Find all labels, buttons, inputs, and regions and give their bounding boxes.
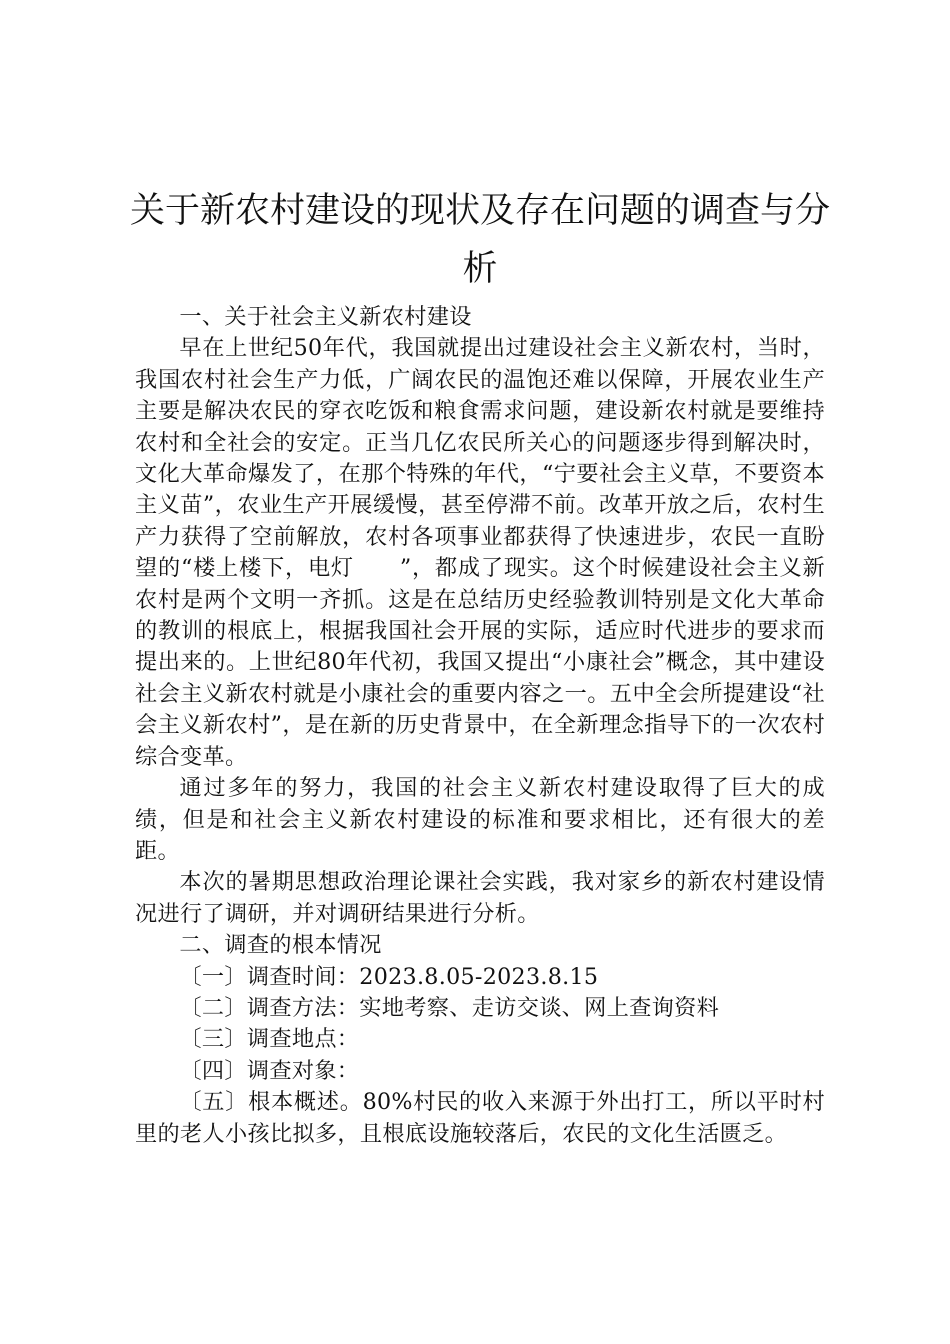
section-heading-2: 二、调查的根本情况 [179,932,382,959]
paragraph-history: 早在上世纪50年代，我国就提出过建设社会主义新农村，当时，我国农村社会生产力低，广阔农民的温饱还难以保障，开展农业生产主要是解决农民的穿衣吃饭和粮食需求问题，建设新农村就是要维持农村和全社会的安定。正当几亿农民所关心的问题逐步得到解决时，文化大革命爆发了，在那个特殊的年代，“宁要社会主义草，不要资本主义苗”，农业生产开展缓慢，甚至停滞不前。改革开放之后，农村生产力获得了空前解放，农村各项事业都获得了快速进步，农民一直盼望的“楼上楼下，电灯 ”，都成了现实。这个时候建设社会主义新农村是两个文明一齐抓。这是在总结历史经验教训特别是文化大革命的教训的根底上，根据我国社会开展的实际，适应时代进步的要求而提出来的。上世纪80年代初，我国又提出“小康社会”概念，其中建设社会主义新农村就是小康社会的重要内容之一。五中全会所提建设“社会主义新农村”，是在新的历史背景中，在全新理念指导下的一次农村综合变革。 [135,335,825,770]
section-heading-1: 一、关于社会主义新农村建设 [179,304,472,330]
survey-subject: 〔四〕调查对象： [179,1057,360,1084]
paragraph-achievements: 通过多年的努力，我国的社会主义新农村建设取得了巨大的成绩，但是和社会主义新农村建设的标准和要求相比，还有很大的差距。 [135,775,825,864]
survey-location: 〔三〕调查地点： [179,1026,360,1053]
survey-overview: 〔五〕根本概述。80%村民的收入来源于外出打工，所以平时村里的老人小孩比拟多，且根底设施较落后，农民的文化生活匮乏。 [135,1089,825,1147]
document-page [129,182,830,1150]
survey-time: 〔一〕调查时间：2023.8.05-2023.8.15 [179,963,599,990]
paragraph-practice: 本次的暑期思想政治理论课社会实践，我对家乡的新农村建设情况进行了调研，并对调研结果进行分析。 [135,869,825,927]
document-title: 关于新农村建设的现状及存在问题的调查与分析 [129,191,830,289]
survey-method: 〔二〕调查方法：实地考察、走访交谈、网上查询资料 [179,994,720,1021]
